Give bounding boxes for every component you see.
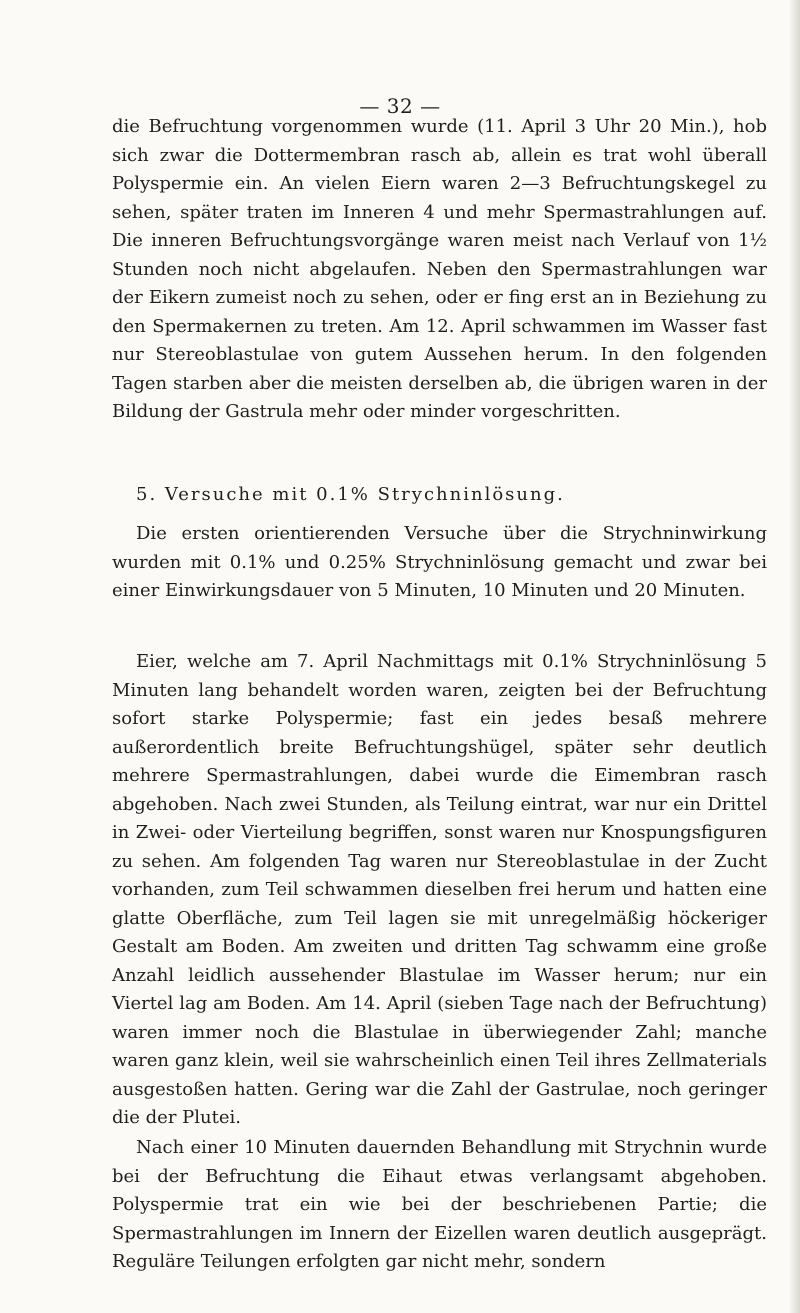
page-number: — 32 — <box>359 94 441 118</box>
paragraph-4 <box>112 1134 767 1277</box>
page-edge-shadow <box>790 0 800 1313</box>
paragraph-3 <box>112 648 767 1133</box>
paragraph-4-text: Nach einer 10 Minuten dauernden Behandlung mit Strychnin wurde bei der Befruchtung die Eihaut etwas verlangsamt abgehoben. Polyspermie trat ein wie bei der beschriebenen Partie; die Spermastrahlungen im Innern der Eizellen waren deutlich ausgeprägt. Reguläre Teilungen erfolgten gar nicht mehr, sondern <box>112 1137 767 1272</box>
paragraph-1-text: die Befruchtung vorgenommen wurde (11. April 3 Uhr 20 Min.), hob sich zwar die Dottermembran rasch ab, allein es trat wohl überall Polyspermie ein. An vielen Eiern waren 2—3 Befruchtungskegel zu sehen, später traten im Inneren 4 und mehr Spermastrahlungen auf. Die inneren Befruchtungsvorgänge waren meist nach Verlauf von 1½ Stunden noch nicht abgelaufen. Neben den Spermastrahlungen war der Eikern zumeist noch zu sehen, oder er fing erst an in Beziehung zu den Spermakernen zu treten. Am 12. April schwammen im Wasser fast nur Stereoblastulae von gutem Aussehen herum. In den folgenden Tagen starben aber die meisten derselben ab, die übrigen waren in der Bildung der Gastrula mehr oder minder vorgeschritten. <box>112 116 767 422</box>
paragraph-2 <box>112 520 767 606</box>
paragraph-continuation <box>112 113 767 427</box>
paragraph-3-text: Eier, welche am 7. April Nachmittags mit 0.1% Strychninlösung 5 Minuten lang behandelt worden waren, zeigten bei der Befruchtung sofort starke Polyspermie; fast ein jedes besaß mehrere außerordentlich breite Befruchtungshügel, später sehr deutlich mehrere Spermastrahlungen, dabei wurde die Eimembran rasch abgehoben. Nach zwei Stunden, als Teilung eintrat, war nur ein Drittel in Zwei- oder Vierteilung begriffen, sonst waren nur Knospungsfiguren zu sehen. Am folgenden Tag waren nur Stereoblastulae in der Zucht vorhanden, zum Teil schwammen dieselben frei herum und hatten eine glatte Oberfläche, zum Teil lagen sie mit unregelmäßig höckeriger Gestalt am Boden. Am zweiten und dritten Tag schwamm eine große Anzahl leidlich aussehender Blastulae im Wasser herum; nur ein Viertel lag am Boden. Am 14. April (sieben Tage nach der Befruchtung) waren immer noch die Blastulae in überwiegender Zahl; manche waren ganz klein, weil sie wahrscheinlich einen Teil ihres Zellmaterials ausgestoßen hatten. Gering war die Zahl der Gastrulae, noch geringer die der Plutei. <box>112 651 767 1128</box>
section-heading <box>112 481 767 510</box>
section-heading-text: 5. Versuche mit 0.1% Strychninlösung. <box>136 484 565 505</box>
paragraph-2-text: Die ersten orientierenden Versuche über die Strychninwirkung wurden mit 0.1% und 0.25% Strychninlösung gemacht und zwar bei einer Einwirkungsdauer von 5 Minuten, 10 Minuten und 20 Minuten. <box>112 523 767 601</box>
